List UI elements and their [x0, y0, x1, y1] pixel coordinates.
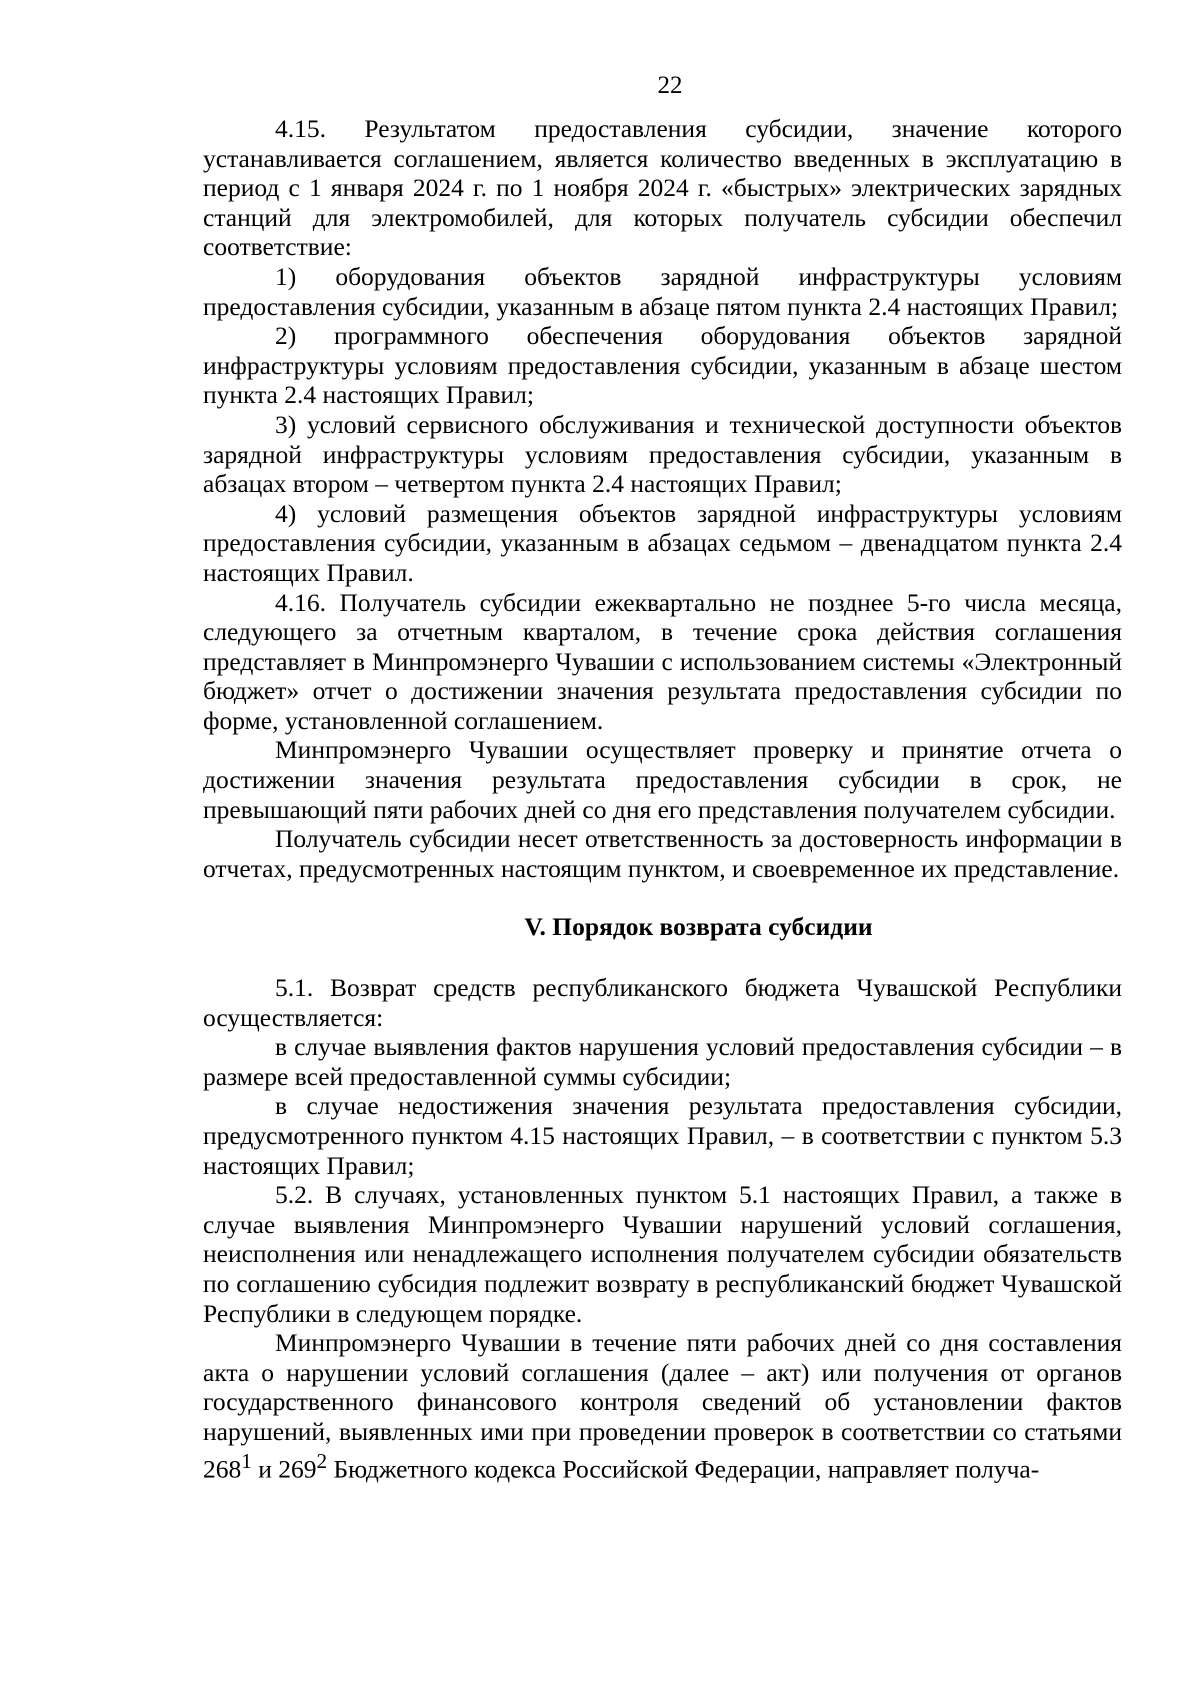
paragraph: Минпромэнерго Чувашии осуществляет проверку и принятие отчета о достижении значения результата предоставления субсидии в срок, не превышающий пяти рабочих дней со дня его представления получателем субсидии.: [203, 735, 1122, 824]
paragraph: 3) условий сервисного обслуживания и технической доступности объектов зарядной инфраструктуры условиям предоставления субсидии, указанным в абзацах втором – четвертом пункта 2.4 настоящих Правил;: [203, 409, 1122, 499]
paragraph: 2) программного обеспечения оборудования объектов зарядной инфраструктуры условиям предоставления субсидии, указанным в абзаце шестом пункта 2.4 настоящих Правил;: [203, 321, 1122, 410]
paragraph: Получатель субсидии несет ответственность за достоверность информации в отчетах, предусмотренных настоящим пунктом, и своевременное их представление.: [203, 824, 1122, 883]
paragraph: 5.2. В случаях, установленных пунктом 5.1 настоящих Правил, а также в случае выявления Минпромэнерго Чувашии нарушений условий соглашения, неисполнения или ненадлежащего исполнения получателем субсидии обязательств по соглашению субсидия подлежит возврату в республиканский бюджет Чувашской Республики в следующем порядке.: [203, 1180, 1122, 1328]
section-heading: V. Порядок возврата субсидии: [524, 912, 873, 942]
paragraph-text: и 269: [251, 1454, 317, 1484]
paragraph: в случае выявления фактов нарушения условий предоставления субсидии – в размере всей предоставленной суммы субсидии;: [203, 1032, 1122, 1091]
paragraph-text: Бюджетного кодекса Российской Федерации, направляет получа-: [327, 1454, 1040, 1484]
page-number: 22: [657, 72, 683, 99]
document-body: [203, 114, 1122, 1484]
superscript: 2: [316, 1448, 328, 1473]
paragraph-last: [203, 1328, 1122, 1483]
paragraph: 5.1. Возврат средств республиканского бюджета Чувашской Республики осуществляется:: [203, 973, 1122, 1032]
paragraph: 4) условий размещения объектов зарядной инфраструктуры условиям предоставления субсидии, указанным в абзацах седьмом – двенадцатом пункта 2.4 настоящих Правил.: [203, 498, 1122, 587]
paragraph: 4.16. Получатель субсидии ежеквартально не позднее 5-го числа месяца, следующего за отчетным кварталом, в течение срока действия соглашения представляет в Минпромэнерго Чувашии с использованием системы «Электронный бюджет» отчет о достижении значения результата предоставления субсидии по форме, установленной соглашением.: [203, 587, 1122, 735]
paragraph-text: Минпромэнерго Чувашии в течение пяти рабочих дней со дня составления акта о нарушении условий соглашения (далее – акт) или получения от органов государственного финансового контроля сведений об установлении фактов нарушений, выявленных ими при проведении проверок в соответствии со статьями 268: [203, 1328, 1122, 1484]
paragraph: в случае недостижения значения результата предоставления субсидии, предусмотренного пунктом 4.15 настоящих Правил, – в соответствии с пунктом 5.3 настоящих Правил;: [203, 1091, 1122, 1180]
paragraph: 4.15. Результатом предоставления субсидии, значение которого устанавливается соглашением, является количество введенных в эксплуатацию в период с 1 января 2024 г. по 1 ноября 2024 г. «быстрых» электрических зарядных станций для электромобилей, для которых получатель субсидии обеспечил соответствие:: [203, 114, 1122, 262]
paragraph: 1) оборудования объектов зарядной инфраструктуры условиям предоставления субсидии, указанным в абзаце пятом пункта 2.4 настоящих Правил;: [203, 261, 1122, 321]
superscript: 1: [241, 1448, 252, 1473]
